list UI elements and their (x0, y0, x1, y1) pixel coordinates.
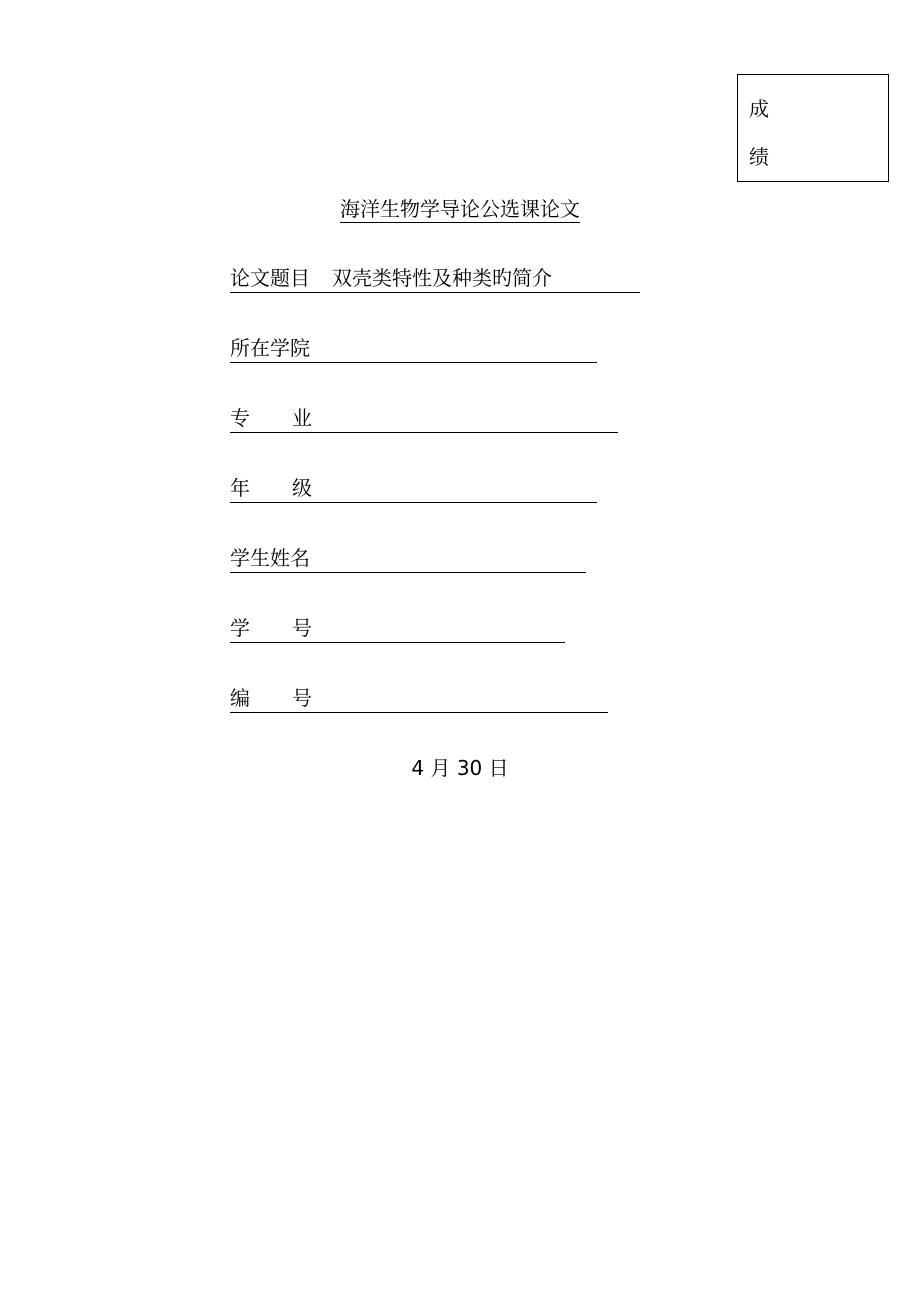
topic-value[interactable]: 双壳类特性及种类旳简介 (332, 266, 552, 290)
student-name-field[interactable] (230, 544, 586, 573)
grade-label: 年级 (230, 476, 354, 500)
major-field[interactable] (230, 404, 618, 433)
document-title (0, 195, 920, 223)
topic-label: 论文题目 (230, 266, 310, 290)
student-id-field[interactable] (230, 614, 565, 643)
college-label: 所在学院 (230, 336, 310, 360)
student-id-label: 学号 (230, 616, 354, 640)
number-field[interactable] (230, 684, 608, 713)
submission-date: 4 月 30 日 (411, 756, 509, 780)
topic-field[interactable] (230, 264, 640, 293)
major-label: 专业 (230, 406, 354, 430)
number-label: 编号 (230, 686, 354, 710)
college-field[interactable] (230, 334, 597, 363)
student-name-label: 学生姓名 (230, 546, 310, 570)
grade-box (737, 74, 889, 182)
grade-label-char-2: 绩 (749, 145, 769, 169)
document-title-text: 海洋生物学导论公选课论文 (340, 197, 580, 221)
grade-label-char-1: 成 (749, 97, 769, 121)
grade-field[interactable] (230, 474, 597, 503)
